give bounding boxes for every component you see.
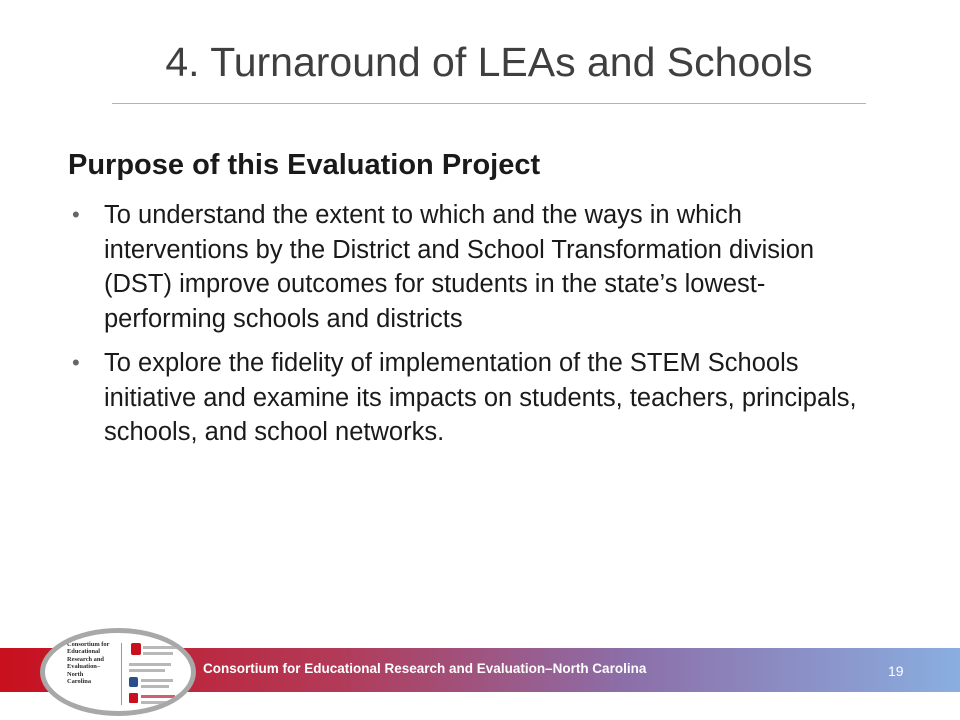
bullet-text: To explore the fidelity of implementation of the STEM Schools initiative and examine its impacts on students, teachers, principals, schools, and school networks.: [104, 349, 857, 446]
university-seal-icon: [129, 677, 138, 687]
partner-logo-line: [141, 701, 167, 704]
friday-institute-logo-icon: [129, 693, 138, 703]
logo-line: Research and: [67, 655, 104, 663]
consortium-logo: [40, 628, 196, 716]
partner-logo-line: [141, 685, 169, 688]
partner-logo-line: [143, 652, 173, 655]
logo-line: Carolina: [67, 678, 92, 686]
partner-logo-line: [129, 663, 171, 666]
bullet-list: [68, 198, 868, 460]
logo-line: Consortium for: [67, 641, 110, 648]
logo-line: Evaluation–: [67, 663, 101, 671]
partner-logo-line: [141, 695, 175, 698]
bullet-item: [68, 346, 868, 450]
page-number: 19: [888, 663, 904, 679]
partner-logo-line: [129, 669, 165, 672]
footer-organization: Consortium for Educational Research and Evaluation–North Carolina: [203, 661, 647, 676]
bullet-text: To understand the extent to which and the ways in which interventions by the District and School Transformation division (DST) improve outcomes for students in the state’s lowest-performing schools and districts: [104, 201, 815, 333]
logo-wordmark: [67, 641, 119, 685]
section-heading: Purpose of this Evaluation Project: [68, 149, 541, 181]
logo-line: Educational: [67, 648, 101, 656]
bullet-marker: •: [72, 202, 80, 227]
partner-logo-line: [143, 646, 181, 649]
title-divider: [112, 103, 866, 104]
bullet-marker: •: [72, 350, 80, 375]
logo-line: North: [67, 670, 84, 678]
logo-divider: [121, 643, 122, 705]
slide-title: 4. Turnaround of LEAs and Schools: [165, 39, 813, 85]
serve-center-logo-icon: [131, 643, 141, 655]
partner-logo-line: [141, 679, 173, 682]
bullet-item: [68, 198, 868, 336]
